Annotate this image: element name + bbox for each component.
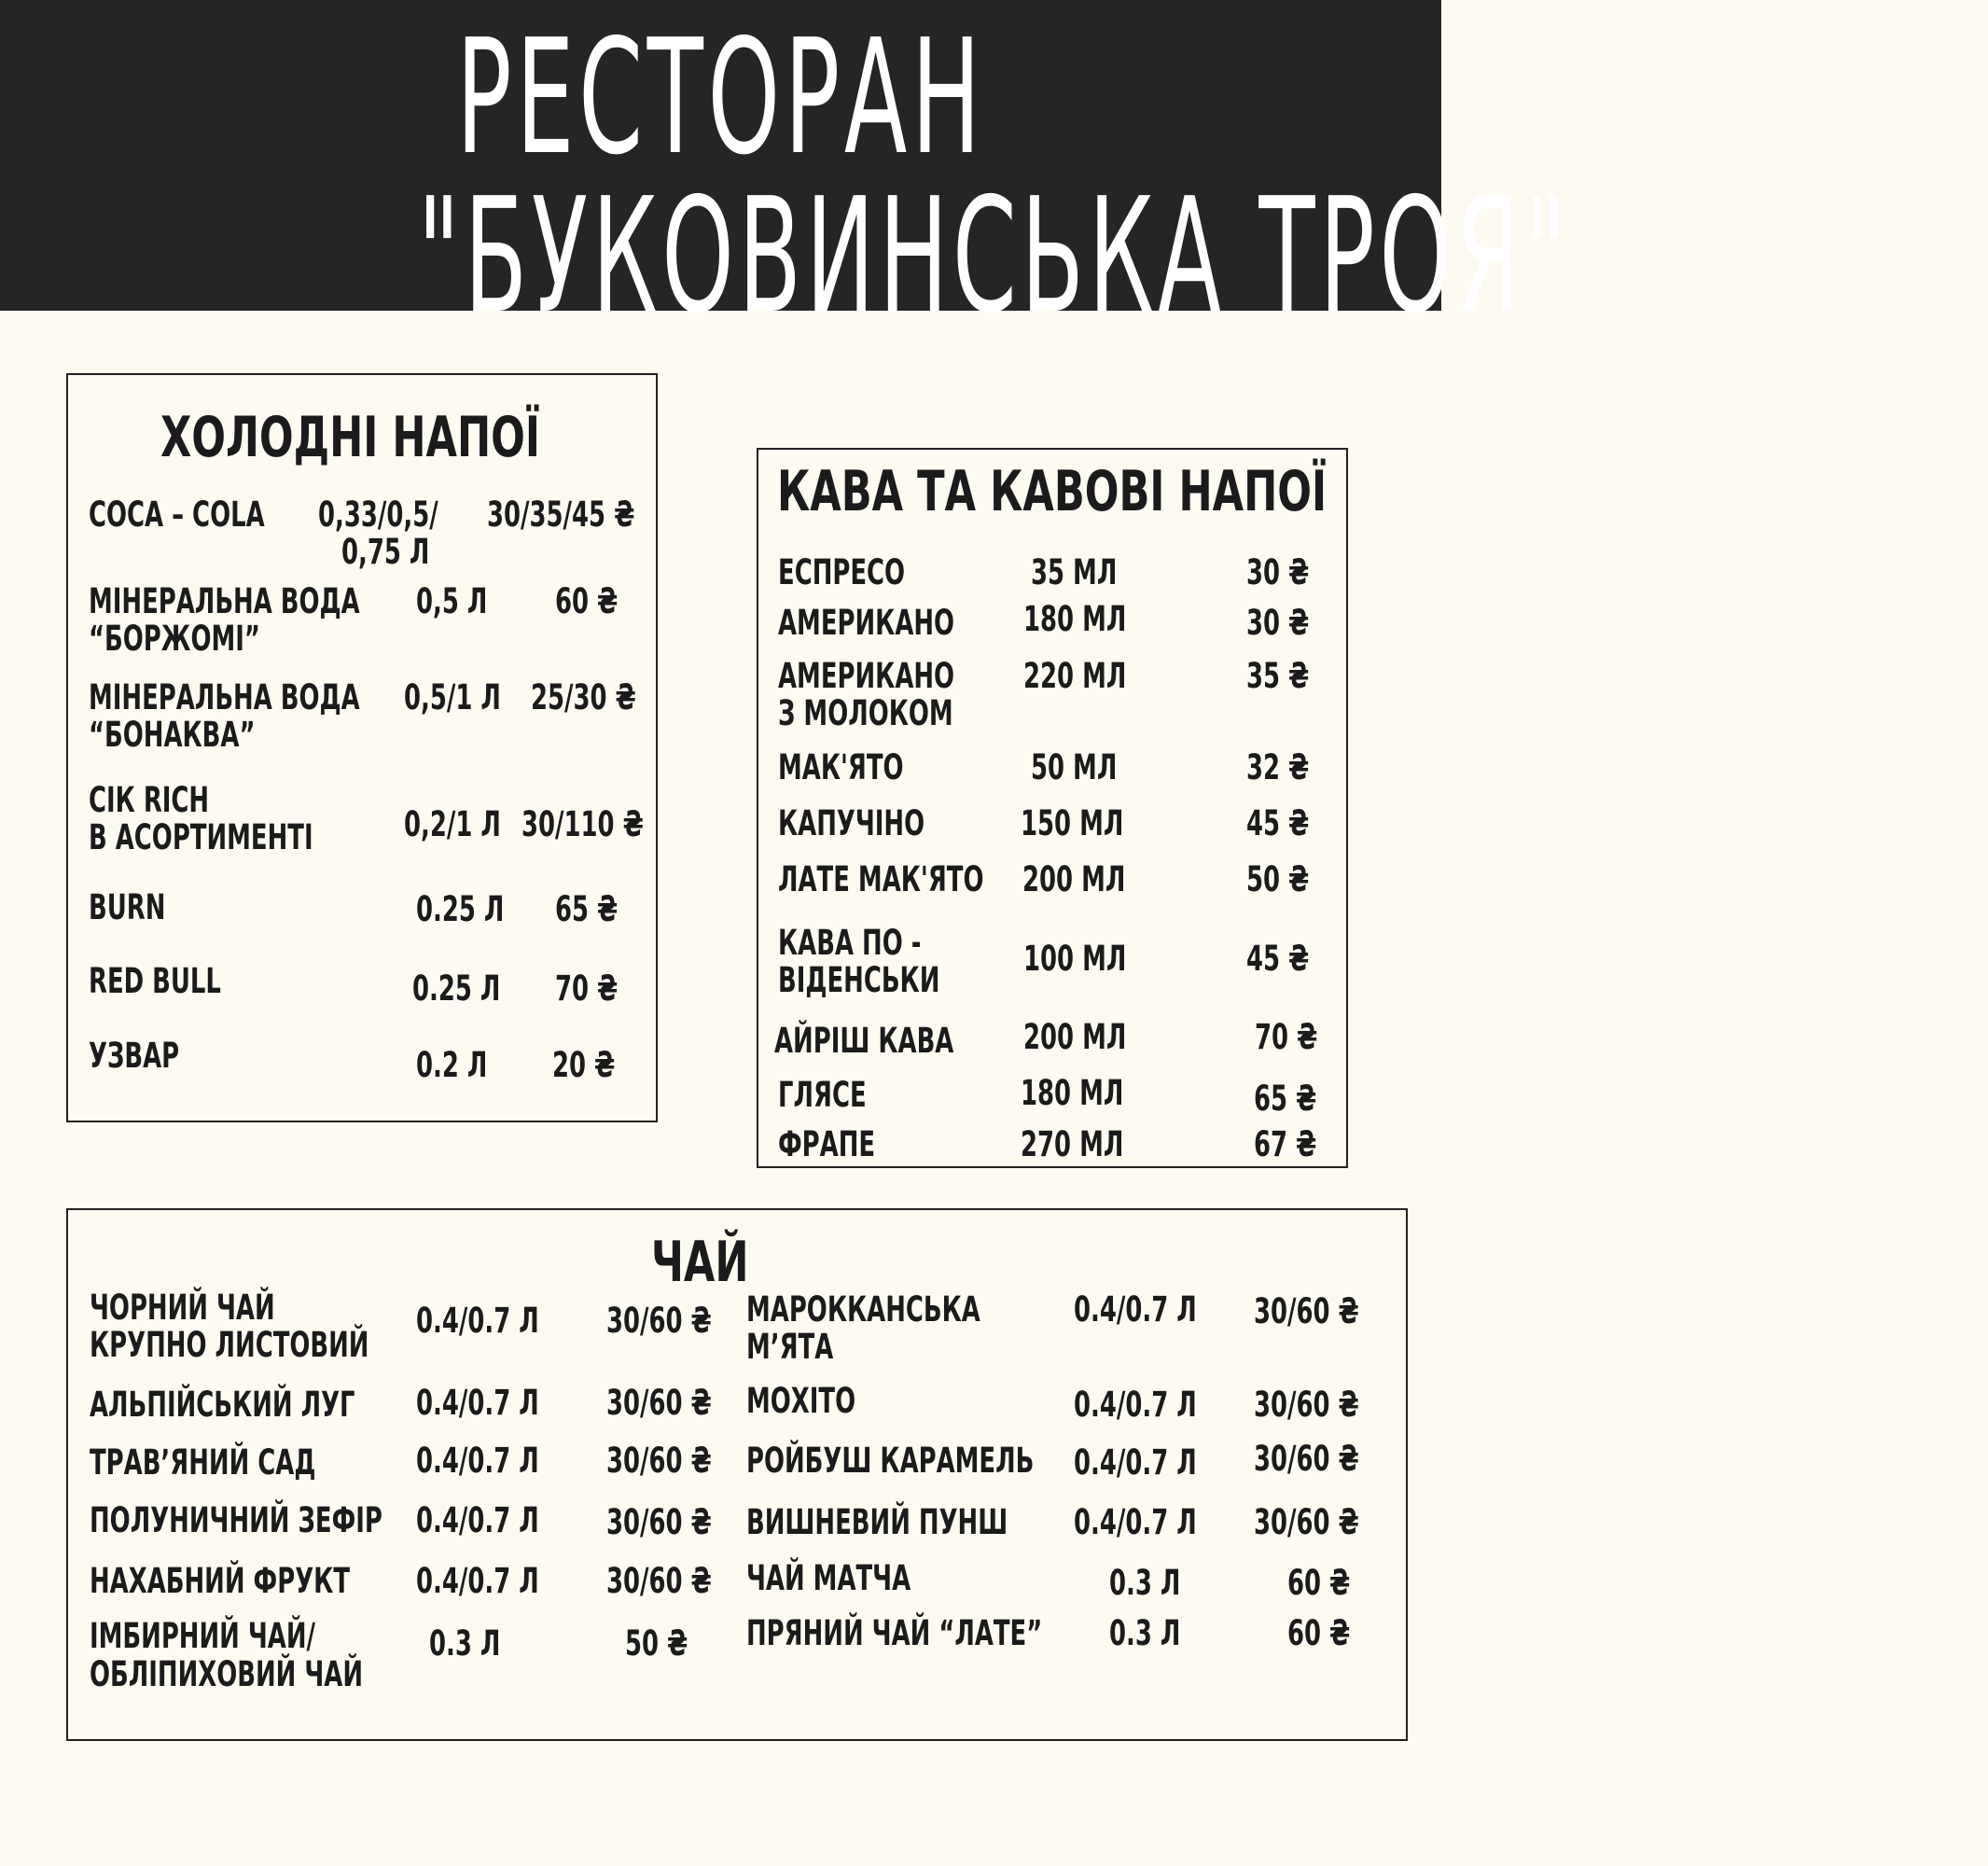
coffee-item-volume: 35 МЛ bbox=[1031, 552, 1118, 592]
tea-item-name: КРУПНО ЛИСТОВИЙ bbox=[90, 1325, 369, 1365]
tea-item-name: ТРАВ’ЯНИЙ САД bbox=[90, 1442, 316, 1483]
tea-item-volume: 0.3 Л bbox=[1109, 1613, 1181, 1653]
coffee-item-name: АЙРІШ КАВА bbox=[774, 1021, 954, 1061]
cold-item-volume: 0,5 Л bbox=[416, 581, 488, 621]
coffee-item-price: 35 ₴ bbox=[1246, 656, 1310, 696]
tea-item-price: 30/60 ₴ bbox=[1254, 1439, 1359, 1479]
coffee-item-volume: 270 МЛ bbox=[1021, 1124, 1124, 1164]
tea-item-name: ІМБИРНИЙ ЧАЙ/ bbox=[90, 1616, 315, 1656]
tea-item-price: 50 ₴ bbox=[625, 1623, 688, 1664]
coffee-item-name: З МОЛОКОМ bbox=[778, 693, 953, 733]
cold-item-volume: 0,75 Л bbox=[341, 532, 430, 572]
coffee-item-name: ВІДЕНСЬКИ bbox=[778, 960, 940, 1000]
coffee-item-price: 45 ₴ bbox=[1246, 939, 1310, 979]
coffee-item-price: 70 ₴ bbox=[1255, 1017, 1318, 1057]
tea-item-price: 30/60 ₴ bbox=[1254, 1502, 1359, 1542]
tea-item-name: ПРЯНИЙ ЧАЙ “ЛАТЕ” bbox=[746, 1613, 1043, 1653]
coffee-item-volume: 180 МЛ bbox=[1023, 599, 1127, 639]
coffee-item-name: ЛАТЕ МАК'ЯТО bbox=[778, 859, 984, 899]
cold-item-price: 70 ₴ bbox=[555, 968, 619, 1009]
tea-item-name: МОХІТО bbox=[746, 1381, 856, 1421]
cold-item-price: 20 ₴ bbox=[552, 1045, 616, 1085]
tea-item-volume: 0.4/0.7 Л bbox=[416, 1383, 539, 1423]
restaurant-title-line1: РЕСТОРАН bbox=[456, 6, 985, 190]
coffee-item-price: 32 ₴ bbox=[1246, 747, 1310, 787]
cold-item-name: МІНЕРАЛЬНА ВОДА bbox=[89, 677, 360, 717]
tea-item-volume: 0.4/0.7 Л bbox=[416, 1561, 539, 1601]
tea-item-price: 30/60 ₴ bbox=[606, 1301, 712, 1341]
cold-item-name: УЗВАР bbox=[89, 1036, 180, 1076]
coffee-item-volume: 100 МЛ bbox=[1023, 939, 1127, 979]
tea-item-price: 60 ₴ bbox=[1287, 1613, 1351, 1653]
coffee-item-price: 30 ₴ bbox=[1246, 552, 1310, 592]
tea-item-volume: 0.4/0.7 Л bbox=[1074, 1289, 1197, 1330]
tea-item-name: НАХАБНИЙ ФРУКТ bbox=[90, 1561, 351, 1601]
cold-item-name: “БОРЖОМІ” bbox=[89, 619, 260, 659]
tea-title: ЧАЙ bbox=[651, 1230, 749, 1295]
tea-item-name: ЧОРНИЙ ЧАЙ bbox=[90, 1288, 275, 1328]
tea-item-price: 60 ₴ bbox=[1287, 1563, 1351, 1603]
tea-item-volume: 0.3 Л bbox=[429, 1623, 501, 1664]
coffee-item-name: МАК'ЯТО bbox=[778, 747, 904, 787]
coffee-item-price: 50 ₴ bbox=[1246, 859, 1310, 899]
tea-item-name: М’ЯТА bbox=[746, 1327, 834, 1367]
coffee-item-name: АМЕРИКАНО bbox=[778, 656, 955, 696]
cold-item-volume: 0.2 Л bbox=[416, 1045, 488, 1085]
tea-item-price: 30/60 ₴ bbox=[1254, 1291, 1359, 1331]
tea-item-name: РОЙБУШ КАРАМЕЛЬ bbox=[746, 1441, 1035, 1481]
tea-item-volume: 0.4/0.7 Л bbox=[1074, 1502, 1197, 1542]
restaurant-title-line2: "БУКОВИНСЬКА ТРОЯ" bbox=[417, 164, 1571, 349]
coffee-item-name: ЕСПРЕСО bbox=[778, 552, 906, 592]
coffee-item-volume: 200 МЛ bbox=[1023, 1017, 1127, 1057]
tea-item-name: ЧАЙ МАТЧА bbox=[746, 1558, 911, 1598]
cold-item-volume: 0,2/1 Л bbox=[404, 804, 501, 844]
tea-item-name: ВИШНЕВИЙ ПУНШ bbox=[746, 1502, 1008, 1542]
cold-item-price: 30/35/45 ₴ bbox=[487, 494, 635, 535]
coffee-item-volume: 180 МЛ bbox=[1021, 1073, 1124, 1113]
cold-item-name: BURN bbox=[89, 887, 166, 927]
coffee-item-price: 67 ₴ bbox=[1254, 1124, 1317, 1164]
cold-item-price: 65 ₴ bbox=[555, 889, 619, 929]
tea-item-price: 30/60 ₴ bbox=[1254, 1385, 1359, 1425]
coffee-item-volume: 220 МЛ bbox=[1023, 656, 1127, 696]
coffee-title: КАВА ТА КАВОВІ НАПОЇ bbox=[777, 459, 1328, 524]
cold-item-name: “БОНАКВА” bbox=[89, 715, 256, 755]
cold-item-volume: 0,5/1 Л bbox=[404, 677, 501, 717]
coffee-item-volume: 50 МЛ bbox=[1031, 747, 1118, 787]
tea-item-name: ПОЛУНИЧНИЙ ЗЕФІР bbox=[90, 1500, 382, 1540]
tea-item-volume: 0.4/0.7 Л bbox=[1074, 1385, 1197, 1425]
tea-item-volume: 0.4/0.7 Л bbox=[1074, 1442, 1197, 1483]
tea-item-price: 30/60 ₴ bbox=[606, 1502, 712, 1542]
cold-item-price: 25/30 ₴ bbox=[531, 677, 636, 717]
tea-item-price: 30/60 ₴ bbox=[606, 1383, 712, 1423]
cold-item-volume: 0.25 Л bbox=[416, 889, 505, 929]
coffee-item-name: КАВА ПО - bbox=[778, 923, 922, 963]
cold-item-name: В АСОРТИМЕНТІ bbox=[89, 817, 313, 857]
cold-item-name: RED BULL bbox=[89, 961, 221, 1001]
coffee-item-volume: 150 МЛ bbox=[1021, 803, 1124, 843]
tea-item-volume: 0.4/0.7 Л bbox=[416, 1500, 539, 1540]
cold-item-volume: 0.25 Л bbox=[412, 968, 501, 1009]
cold-item-name: COCA – COLA bbox=[89, 494, 265, 535]
coffee-item-volume: 200 МЛ bbox=[1022, 859, 1126, 899]
cold-item-name: СІК RICH bbox=[89, 780, 210, 820]
coffee-item-price: 45 ₴ bbox=[1246, 803, 1310, 843]
coffee-item-price: 30 ₴ bbox=[1246, 603, 1310, 643]
cold-drinks-title: ХОЛОДНІ НАПОЇ bbox=[160, 405, 540, 470]
cold-item-volume: 0,33/0,5/ bbox=[318, 494, 438, 535]
coffee-item-name: КАПУЧІНО bbox=[778, 803, 925, 843]
cold-item-price: 30/110 ₴ bbox=[521, 804, 644, 844]
tea-item-price: 30/60 ₴ bbox=[606, 1561, 712, 1601]
cold-item-name: МІНЕРАЛЬНА ВОДА bbox=[89, 581, 360, 621]
tea-item-volume: 0.3 Л bbox=[1109, 1563, 1181, 1603]
coffee-item-name: ФРАПЕ bbox=[778, 1124, 876, 1164]
tea-item-volume: 0.4/0.7 Л bbox=[416, 1301, 539, 1341]
tea-item-name: МАРОККАНСЬКА bbox=[746, 1289, 980, 1330]
tea-item-name: АЛЬПІЙСЬКИЙ ЛУГ bbox=[90, 1385, 355, 1425]
coffee-item-name: АМЕРИКАНО bbox=[778, 603, 955, 643]
tea-item-price: 30/60 ₴ bbox=[606, 1441, 712, 1481]
header-banner bbox=[0, 0, 1571, 349]
tea-item-name: ОБЛІПИХОВИЙ ЧАЙ bbox=[90, 1654, 364, 1694]
tea-item-volume: 0.4/0.7 Л bbox=[416, 1441, 539, 1481]
coffee-item-price: 65 ₴ bbox=[1254, 1079, 1317, 1119]
coffee-item-name: ГЛЯСЕ bbox=[778, 1075, 867, 1115]
cold-item-price: 60 ₴ bbox=[555, 581, 619, 621]
